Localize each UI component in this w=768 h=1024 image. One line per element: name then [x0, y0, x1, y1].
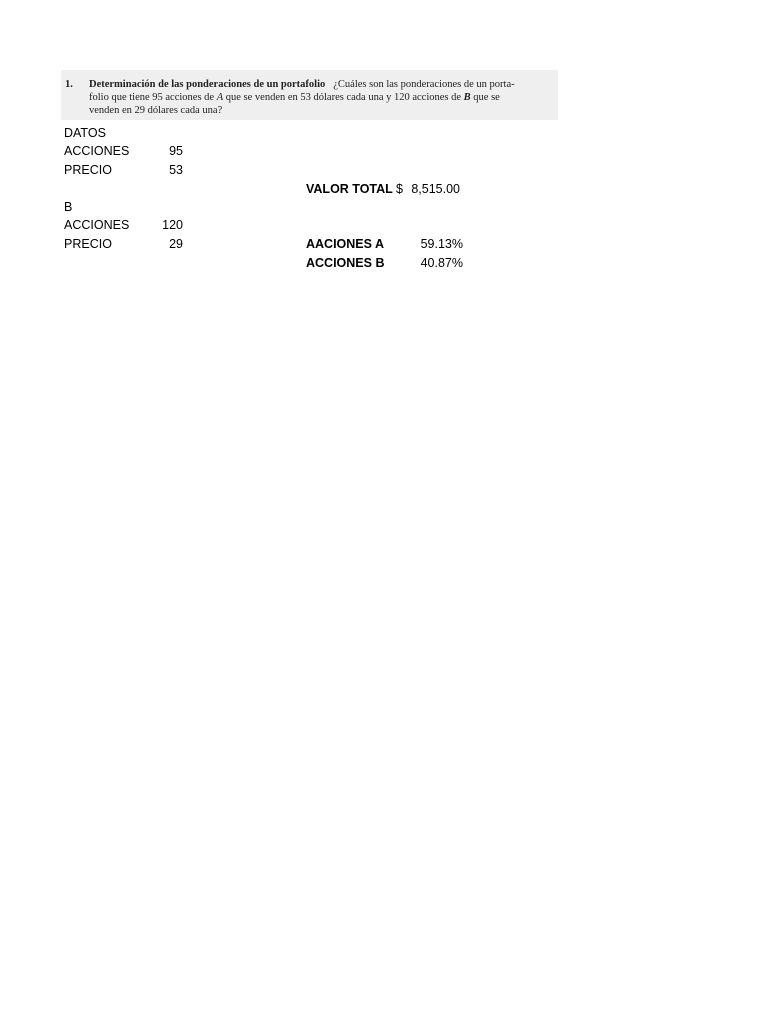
- weight-b-label[interactable]: ACCIONES B: [306, 256, 385, 270]
- stock-b-shares-value[interactable]: 120: [162, 218, 183, 232]
- problem-text-line2c: que se: [470, 92, 500, 103]
- problem-text-line2a: folio que tiene 95 acciones de: [89, 92, 217, 103]
- total-value-amount[interactable]: 8,515.00: [411, 182, 460, 196]
- total-value-label[interactable]: VALOR TOTAL: [306, 182, 393, 196]
- problem-number: 1.: [65, 79, 73, 90]
- stock-a-price-value[interactable]: 53: [169, 163, 183, 177]
- stock-b-shares-label[interactable]: ACCIONES: [64, 218, 130, 232]
- total-value-currency: $: [396, 182, 403, 196]
- problem-statement: [61, 70, 558, 120]
- stock-b-label[interactable]: B: [64, 200, 73, 214]
- stock-a-shares-value[interactable]: 95: [169, 144, 183, 158]
- problem-text-line1: ¿Cuáles son las ponderaciones de un porta-: [333, 79, 515, 90]
- stock-b-price-label[interactable]: PRECIO: [64, 237, 112, 251]
- problem-text-stock-b: B: [463, 92, 471, 103]
- problem-body: [89, 78, 552, 117]
- weight-a-label[interactable]: AACIONES A: [306, 237, 385, 251]
- weight-a-value[interactable]: 59.13%: [420, 237, 463, 251]
- stock-a-price-label[interactable]: PRECIO: [64, 163, 112, 177]
- datos-label[interactable]: DATOS: [64, 126, 106, 140]
- stock-a-shares-label[interactable]: ACCIONES: [64, 144, 130, 158]
- problem-text-stock-a: A: [216, 92, 224, 103]
- problem-text-line2b: que se venden en 53 dólares cada una y 120 acciones de: [223, 92, 464, 103]
- problem-text-line3: venden en 29 dólares cada una?: [89, 105, 223, 116]
- weight-b-value[interactable]: 40.87%: [420, 256, 463, 270]
- problem-title: Determinación de las ponderaciones de un portafolio: [89, 79, 326, 90]
- stock-b-price-value[interactable]: 29: [169, 237, 183, 251]
